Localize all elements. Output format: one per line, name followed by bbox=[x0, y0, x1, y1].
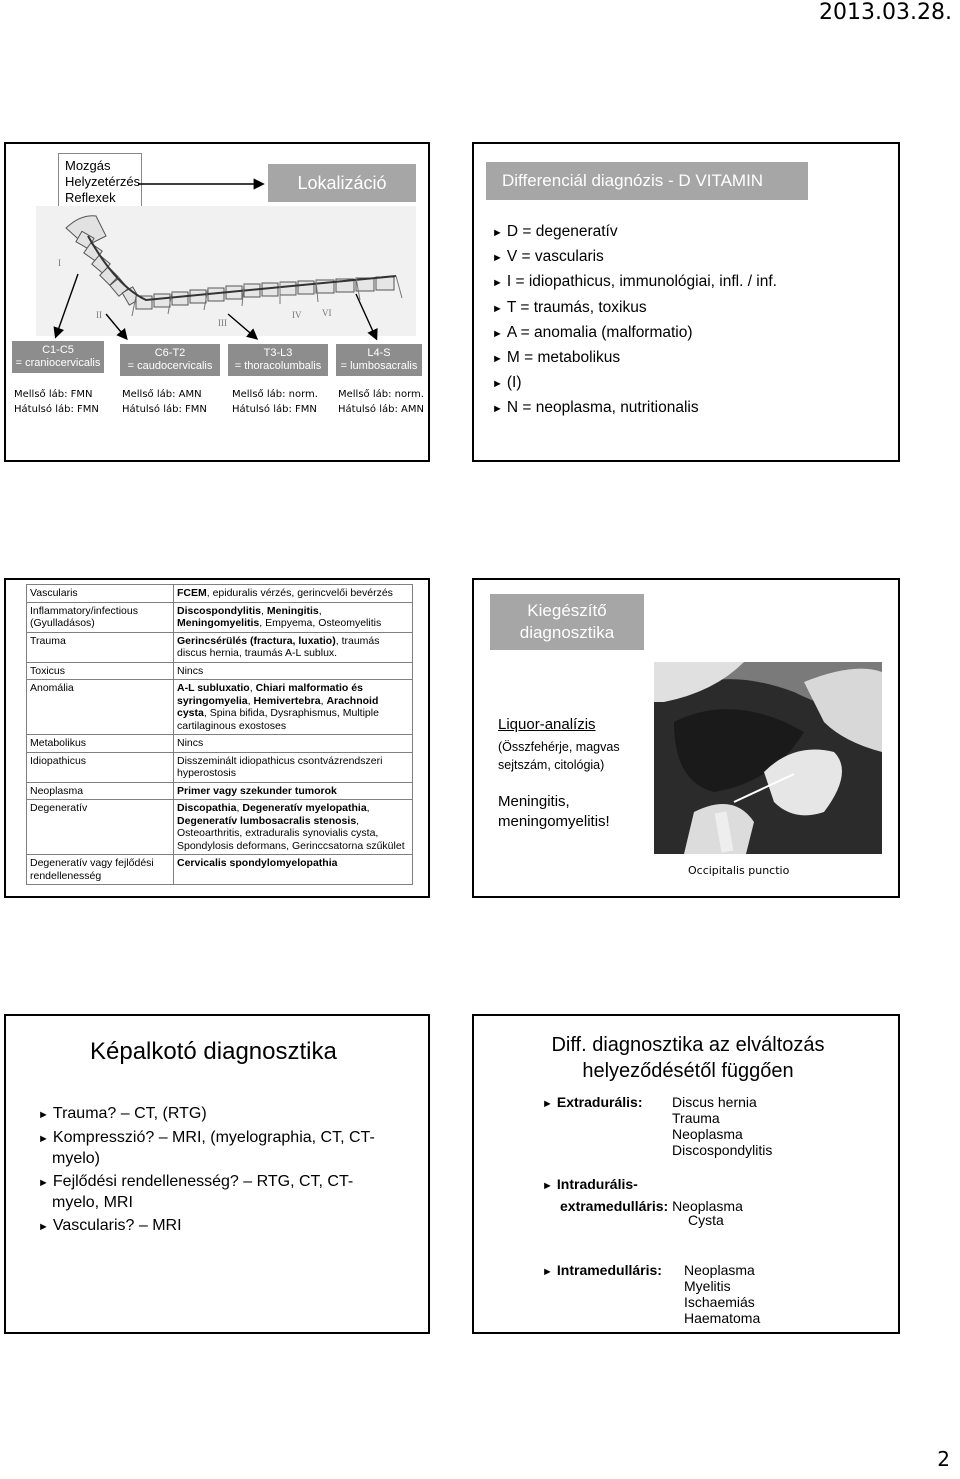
date-stamp: 2013.03.28. bbox=[819, 0, 952, 25]
slide-d-vitamin bbox=[472, 142, 900, 462]
roman-numeral: III bbox=[218, 318, 227, 328]
diff-table bbox=[26, 584, 413, 885]
triangle-bullet-icon: ► bbox=[542, 1098, 553, 1110]
imaging-item-cont: myelo) bbox=[52, 1150, 101, 1167]
liquor-desc bbox=[498, 738, 620, 774]
hind-leg: Hátulsó láb: FMN bbox=[122, 404, 207, 415]
liquor-desc-line: sejtszám, citológia) bbox=[498, 758, 605, 772]
description-cell: Nincs bbox=[174, 735, 413, 753]
hind-leg: Hátulsó láb: FMN bbox=[232, 404, 317, 415]
table-row bbox=[27, 680, 413, 735]
triangle-bullet-icon: ► bbox=[38, 1177, 49, 1189]
legs-l4-s bbox=[338, 387, 424, 417]
description-cell: Discospondylitis, Meningitis, Meningomyelitis, Empyema, Osteomyelitis bbox=[174, 602, 413, 632]
photo-caption: Occipitalis punctio bbox=[688, 864, 790, 877]
intra-ext-label: extramedulláris: bbox=[560, 1198, 669, 1214]
hind-leg: Hátulsó láb: FMN bbox=[14, 404, 99, 415]
triangle-bullet-icon: ► bbox=[492, 403, 503, 416]
title-line: Kiegészítő bbox=[527, 601, 607, 620]
roman-numeral: IV bbox=[292, 310, 302, 320]
front-leg: Mellső láb: norm. bbox=[232, 389, 318, 400]
roman-numeral: I bbox=[58, 258, 61, 268]
vitamin-item bbox=[492, 220, 777, 245]
vitamin-item-text: D = degeneratív bbox=[506, 223, 618, 240]
triangle-bullet-icon: ► bbox=[38, 1109, 49, 1121]
slide-table bbox=[4, 578, 430, 898]
region-sub: = thoracolumbalis bbox=[234, 360, 322, 372]
table-row bbox=[27, 602, 413, 632]
title-line: Diff. diagnosztika az elváltozás bbox=[551, 1034, 825, 1056]
legs-c6-t2 bbox=[122, 387, 207, 417]
extradural-item: Discospondylitis bbox=[672, 1142, 773, 1158]
info-line: Mozgás bbox=[65, 158, 111, 173]
imaging-title: Képalkotó diagnosztika bbox=[90, 1038, 337, 1065]
region-sub: = caudocervicalis bbox=[127, 360, 213, 372]
vitamin-item-text: T = traumás, toxikus bbox=[506, 298, 647, 316]
table-row bbox=[27, 735, 413, 753]
extradural-items bbox=[672, 1094, 772, 1158]
vitamin-item-text: I = idiopathicus, immunológiai, infl. / inf. bbox=[506, 273, 777, 291]
extradural-item: Trauma bbox=[672, 1110, 720, 1126]
imaging-list bbox=[38, 1104, 418, 1237]
triangle-bullet-icon: ► bbox=[38, 1133, 49, 1145]
meningitis-note bbox=[498, 792, 610, 832]
slide-supplementary bbox=[472, 578, 900, 898]
triangle-bullet-icon: ► bbox=[542, 1180, 553, 1192]
slide-localization bbox=[4, 142, 430, 462]
vitamin-item-text: (I) bbox=[506, 374, 522, 392]
intramedullary-items bbox=[684, 1262, 760, 1326]
table-row bbox=[27, 752, 413, 782]
imaging-item bbox=[38, 1104, 418, 1125]
vitamin-item-text: V = vascularis bbox=[506, 248, 604, 266]
region-c6-t2 bbox=[120, 344, 220, 376]
vitamin-item bbox=[492, 270, 777, 295]
imaging-item bbox=[38, 1216, 418, 1237]
triangle-bullet-icon: ► bbox=[492, 378, 503, 391]
triangle-bullet-icon: ► bbox=[492, 302, 503, 315]
extradural-item: Neoplasma bbox=[672, 1126, 743, 1142]
intra-ext-label: Intradurális- bbox=[556, 1176, 638, 1192]
intradural-extramedullary-section bbox=[542, 1174, 743, 1216]
imaging-item-text: Fejlődési rendellenesség? – RTG, CT, CT- bbox=[52, 1173, 354, 1190]
region-name: C1-C5 bbox=[42, 344, 74, 356]
imaging-item-text: Kompresszió? – MRI, (myelographia, CT, CT- bbox=[52, 1129, 375, 1146]
region-t3-l3 bbox=[228, 344, 328, 376]
table-row bbox=[27, 800, 413, 855]
meningitis-line: Meningitis, bbox=[498, 793, 570, 810]
description-cell: Discopathia, Degeneratív myelopathia, Degeneratív lumbosacralis stenosis, Osteoarthritis, extraduralis synovialis cysta, Spondylosis deformans, Gerinccsatorna szűkület bbox=[174, 800, 413, 855]
vitamin-item bbox=[492, 396, 777, 421]
table-row bbox=[27, 632, 413, 662]
imaging-item bbox=[38, 1172, 418, 1213]
region-sub: = lumbosacralis bbox=[340, 360, 418, 372]
description-cell: Disszeminált idiopathicus csontvázrendszeri hyperostosis bbox=[174, 752, 413, 782]
table-row bbox=[27, 782, 413, 800]
hind-leg: Hátulsó láb: AMN bbox=[338, 404, 424, 415]
category-cell: Anomália bbox=[27, 680, 174, 735]
front-leg: Mellső láb: FMN bbox=[14, 389, 93, 400]
title-line: helyeződésétől függően bbox=[582, 1060, 794, 1082]
region-name: L4-S bbox=[367, 347, 391, 359]
triangle-bullet-icon: ► bbox=[492, 353, 503, 366]
intramedullary-item: Myelitis bbox=[684, 1278, 731, 1294]
vitamin-title: Differenciál diagnózis - D VITAMIN bbox=[486, 162, 808, 200]
triangle-bullet-icon: ► bbox=[542, 1266, 553, 1278]
slide-diff-location bbox=[472, 1014, 900, 1334]
diff-title bbox=[474, 1032, 902, 1084]
vitamin-item bbox=[492, 371, 777, 396]
region-sub: = craniocervicalis bbox=[15, 357, 101, 369]
description-cell: Cervicalis spondylomyelopathia bbox=[174, 855, 413, 885]
page-number: 2 bbox=[937, 1447, 950, 1471]
imaging-item bbox=[38, 1128, 418, 1169]
extradural-label: Extradurális: bbox=[556, 1094, 643, 1110]
info-line: Helyzetérzés bbox=[65, 174, 141, 189]
vitamin-item-text: N = neoplasma, nutritionalis bbox=[506, 399, 699, 417]
imaging-item-text: Trauma? – CT, (RTG) bbox=[52, 1105, 207, 1122]
region-name: T3-L3 bbox=[263, 347, 293, 359]
vitamin-item bbox=[492, 245, 777, 270]
category-cell: Vascularis bbox=[27, 585, 174, 603]
vitamin-item bbox=[492, 321, 777, 346]
description-cell: Gerincsérülés (fractura, luxatio), traumás discus hernia, traumás A-L sublux. bbox=[174, 632, 413, 662]
category-cell: Degeneratív vagy fejlődési rendellenesség bbox=[27, 855, 174, 885]
supplementary-title bbox=[490, 594, 644, 650]
vitamin-item-text: A = anomalia (malformatio) bbox=[506, 323, 693, 341]
category-cell: Trauma bbox=[27, 632, 174, 662]
front-leg: Mellső láb: norm. bbox=[338, 389, 424, 400]
description-cell: Nincs bbox=[174, 662, 413, 680]
description-cell: A-L subluxatio, Chiari malformatio és syringomyelia, Hemivertebra, Arachnoid cysta, Spina bifida, Dysraphismus, Multiple cartilaginous exostoses bbox=[174, 680, 413, 735]
legs-c1-c5 bbox=[14, 387, 99, 417]
triangle-bullet-icon: ► bbox=[492, 327, 503, 340]
region-l4-s bbox=[336, 344, 422, 376]
info-line: Reflexek bbox=[65, 190, 116, 205]
intra-ext-item: Neoplasma bbox=[672, 1198, 743, 1214]
occipital-puncture-photo bbox=[654, 662, 882, 854]
category-cell: Metabolikus bbox=[27, 735, 174, 753]
category-cell: Neoplasma bbox=[27, 782, 174, 800]
slide-imaging bbox=[4, 1014, 430, 1334]
category-cell: Degeneratív bbox=[27, 800, 174, 855]
table-row bbox=[27, 855, 413, 885]
extradural-item: Discus hernia bbox=[672, 1094, 757, 1110]
intramedullary-item: Haematoma bbox=[684, 1310, 761, 1326]
meningitis-line: meningomyelitis! bbox=[498, 813, 610, 830]
intramedullary-item: Neoplasma bbox=[684, 1262, 755, 1278]
liquor-desc-line: (Összfehérje, magvas bbox=[498, 740, 620, 754]
triangle-bullet-icon: ► bbox=[492, 277, 503, 290]
imaging-item-cont: myelo, MRI bbox=[52, 1194, 133, 1211]
vitamin-list bbox=[492, 220, 777, 422]
legs-t3-l3 bbox=[232, 387, 318, 417]
vitamin-item bbox=[492, 296, 777, 321]
localization-title: Lokalizáció bbox=[268, 164, 416, 202]
intramedullary-item: Ischaemiás bbox=[684, 1294, 755, 1310]
intra-ext-item: Cysta bbox=[688, 1212, 724, 1228]
description-cell: FCEM, epiduralis vérzés, gerincvelői bevérzés bbox=[174, 585, 413, 603]
region-name: C6-T2 bbox=[154, 347, 186, 359]
liquor-heading: Liquor-analízis bbox=[498, 716, 596, 733]
triangle-bullet-icon: ► bbox=[492, 252, 503, 265]
category-cell: Toxicus bbox=[27, 662, 174, 680]
region-c1-c5 bbox=[12, 341, 104, 373]
intramedullary-label: Intramedulláris: bbox=[556, 1262, 662, 1278]
category-cell: Inflammatory/infectious (Gyulladásos) bbox=[27, 602, 174, 632]
roman-numeral: VI bbox=[322, 308, 332, 318]
extradural-section bbox=[542, 1094, 642, 1112]
front-leg: Mellső láb: AMN bbox=[122, 389, 202, 400]
description-cell: Primer vagy szekunder tumorok bbox=[174, 782, 413, 800]
intramedullary-section bbox=[542, 1262, 662, 1280]
roman-numeral: II bbox=[96, 310, 102, 320]
vitamin-item bbox=[492, 346, 777, 371]
triangle-bullet-icon: ► bbox=[38, 1221, 49, 1233]
table-row bbox=[27, 662, 413, 680]
triangle-bullet-icon: ► bbox=[492, 227, 503, 239]
vitamin-item-text: M = metabolikus bbox=[506, 349, 621, 367]
title-line: diagnosztika bbox=[519, 623, 615, 642]
category-cell: Idiopathicus bbox=[27, 752, 174, 782]
imaging-item-text: Vascularis? – MRI bbox=[52, 1217, 182, 1234]
table-row bbox=[27, 585, 413, 603]
